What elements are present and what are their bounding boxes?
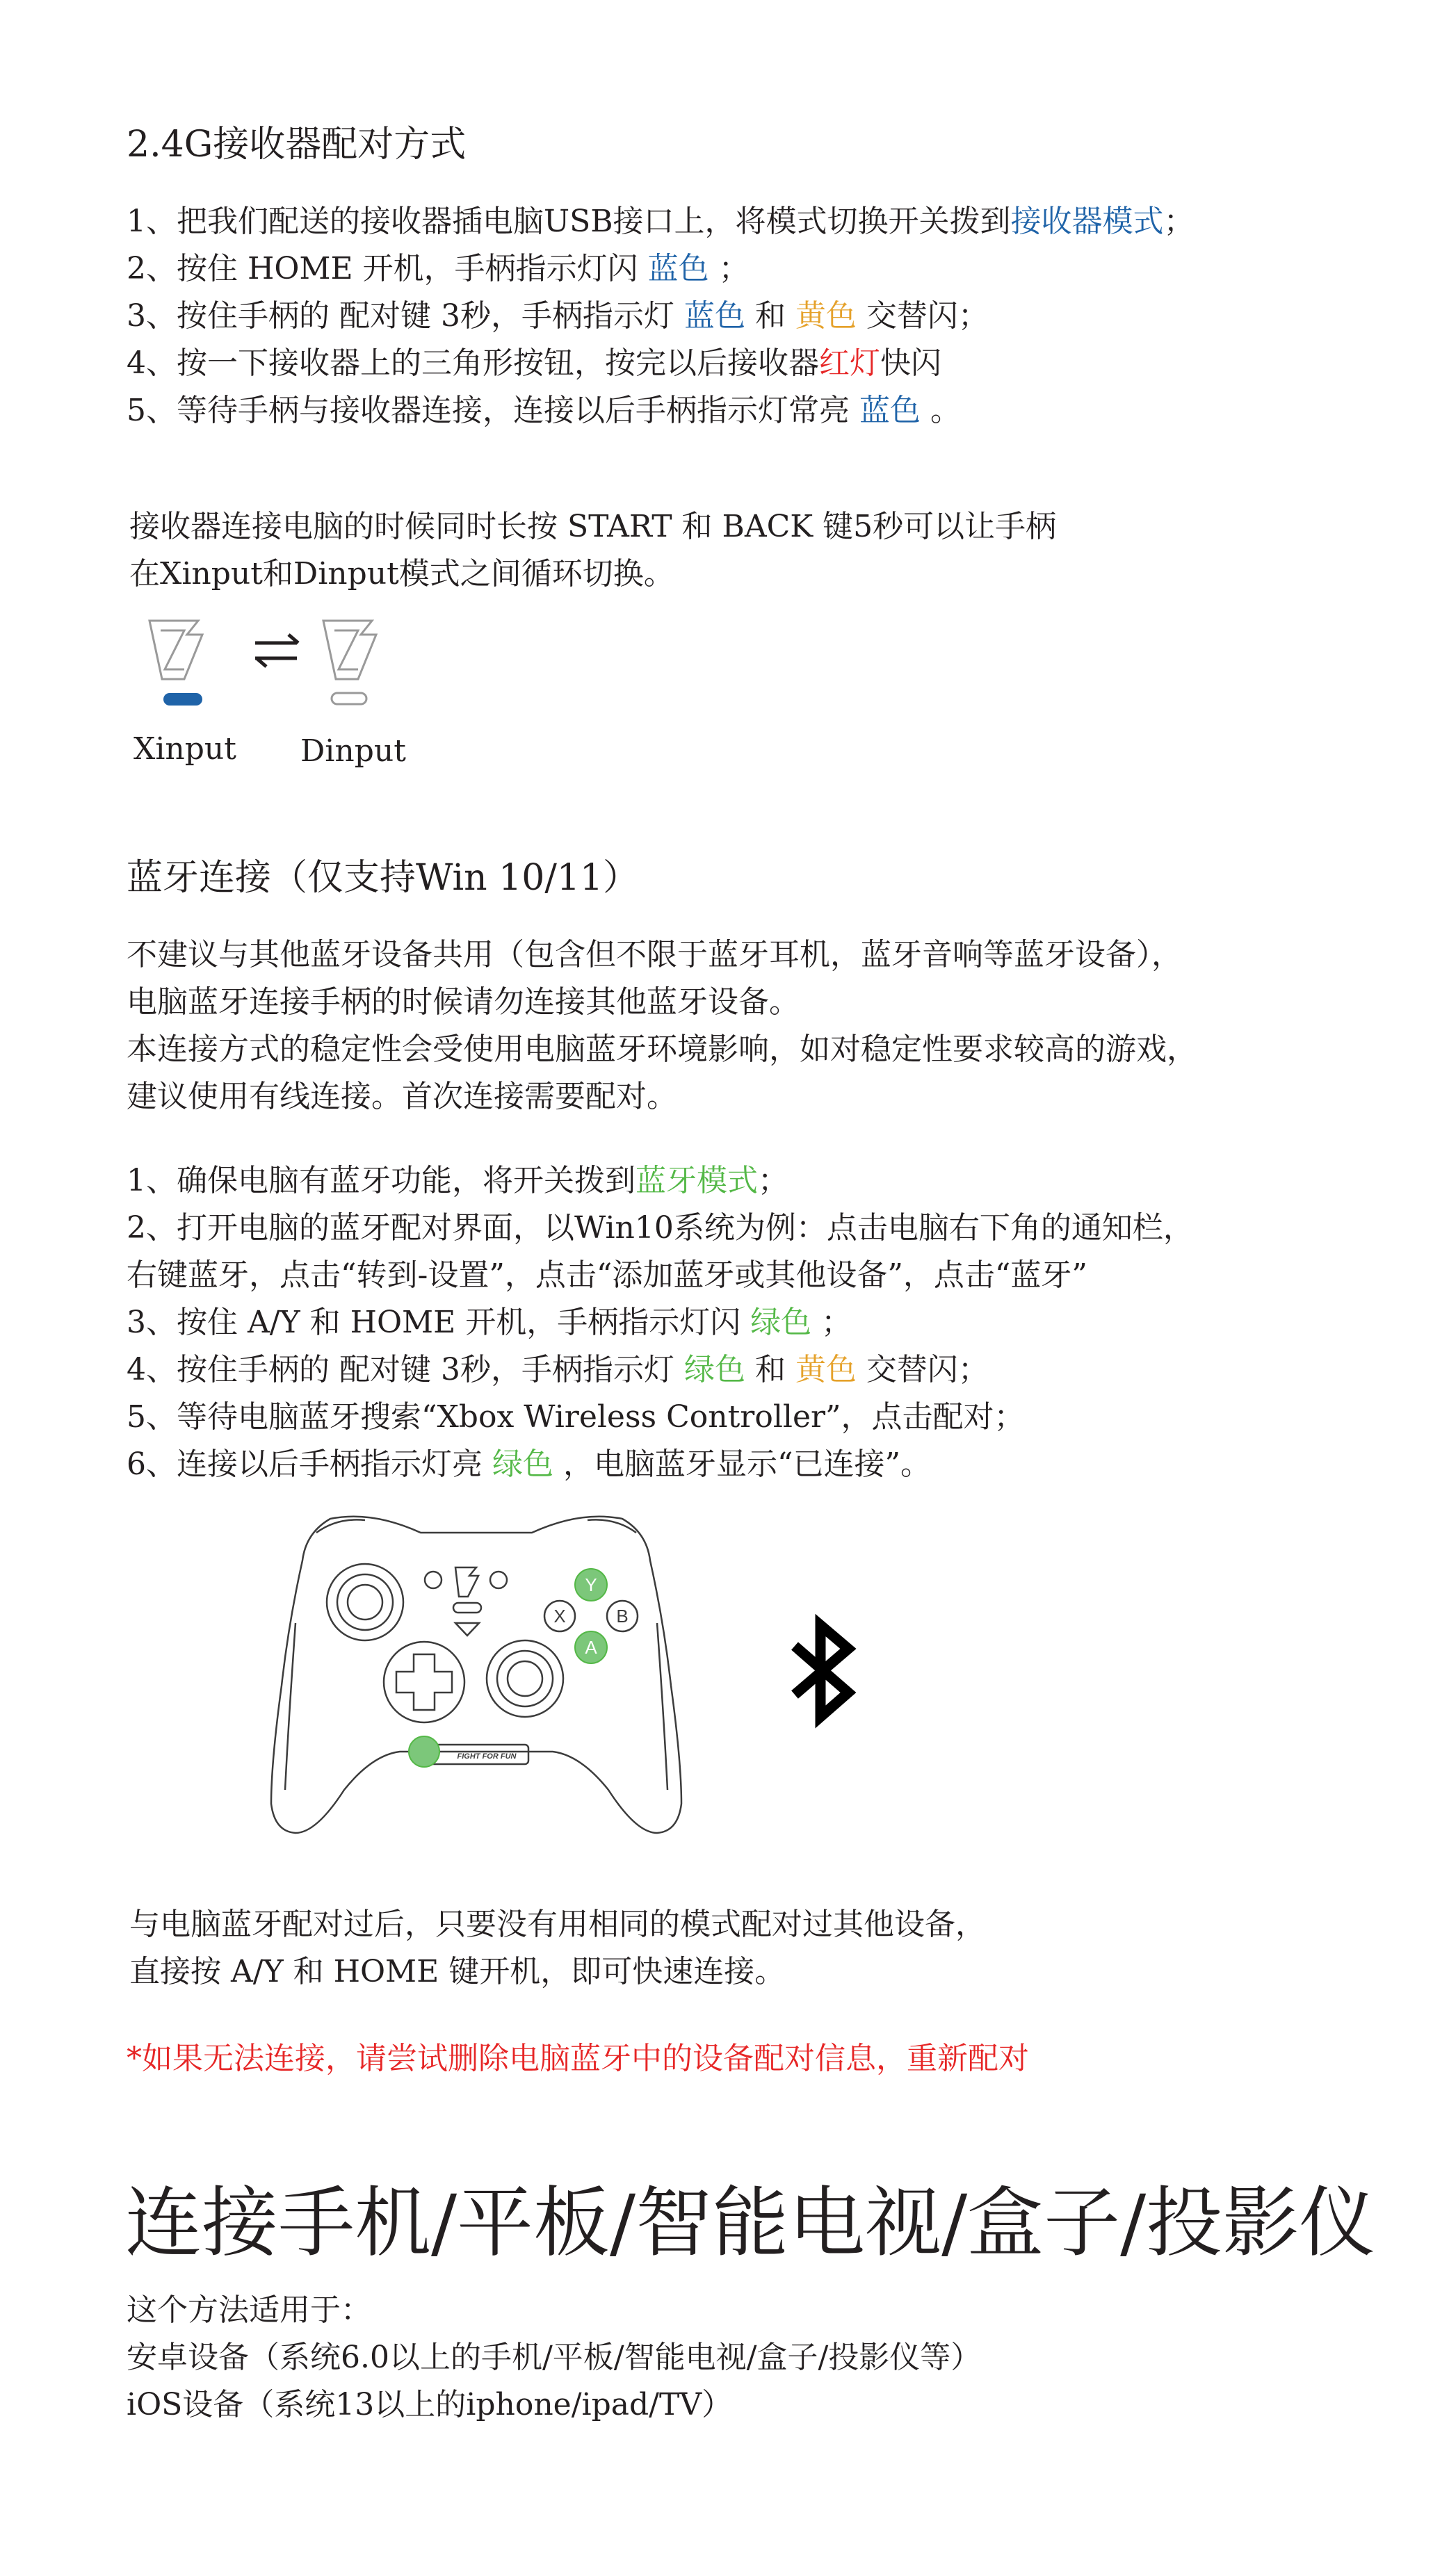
section-24g-steps: [127, 198, 1195, 434]
bt-steps: [127, 1157, 1194, 1488]
bluetooth-icon: [782, 1613, 873, 1731]
step-bt-1: 1、确保电脑有蓝牙功能，将开关拨到蓝牙模式；: [127, 1163, 788, 1198]
step-bt-2a: 2、打开电脑的蓝牙配对界面，以Win10系统为例：点击电脑右下角的通知栏，: [127, 1210, 1194, 1246]
switch-arrows-icon: [255, 635, 298, 667]
dinput-led: [332, 693, 366, 704]
mode-switch-illustration: [143, 615, 435, 719]
xinput-led: [163, 693, 202, 706]
step-24g-1: 1、把我们配送的接收器插电脑USB接口上，将模式切换开关拨到接收器模式；: [127, 204, 1195, 239]
step-bt-2b: 右键蓝牙，点击“转到-设置”，点击“添加蓝牙或其他设备”，点击“蓝牙”: [127, 1257, 1087, 1293]
step-bt-4: 4、按住手柄的 配对键 3秒，手柄指示灯 绿色 和 黄色 交替闪；: [127, 1352, 989, 1387]
section-bt-title: 蓝牙连接（仅支持Win 10/11）: [127, 857, 640, 899]
mode-switch-note: 接收器连接电脑的时候同时长按 START 和 BACK 键5秒可以让手柄 在Xinput和Dinput模式之间循环切换。: [129, 509, 1057, 592]
section-mobile-title: 连接手机/平板/智能电视/盒子/投影仪: [125, 2178, 1376, 2267]
y-label: Y: [585, 1574, 597, 1595]
mobile-applicable: 这个方法适用于： 安卓设备（系统6.0以上的手机/平板/智能电视/盒子/投影仪等） iOS设备（系统13以上的iphone/ipad/TV）: [127, 2292, 982, 2422]
section-24g-title: 2.4G接收器配对方式: [127, 124, 467, 165]
step-bt-6: 6、连接以后手柄指示灯亮 绿色 ，电脑蓝牙显示“已连接”。: [127, 1446, 931, 1482]
logo-icon: [149, 621, 202, 679]
a-label: A: [585, 1637, 597, 1658]
step-bt-5: 5、等待电脑蓝牙搜索“Xbox Wireless Controller”，点击配对；: [127, 1399, 1025, 1435]
bt-intro: 不建议与其他蓝牙设备共用（包含但不限于蓝牙耳机，蓝牙音响等蓝牙设备）， 电脑蓝牙连接手柄的时候请勿连接其他蓝牙设备。 本连接方式的稳定性会受使用电脑蓝牙环境影响，如对稳定性要求较高的游戏， 建议使用有线连接。首次连接需要配对。: [127, 937, 1197, 1114]
dinput-label: Dinput: [300, 733, 406, 769]
step-24g-5: 5、等待手柄与接收器连接，连接以后手柄指示灯常亮 蓝色 。: [127, 393, 961, 428]
x-label: X: [553, 1606, 566, 1627]
step-bt-3: 3、按住 A/Y 和 HOME 开机，手柄指示灯闪 绿色 ；: [127, 1305, 852, 1340]
step-24g-4: 4、按一下接收器上的三角形按钮，按完以后接收器红灯快闪: [127, 345, 941, 381]
gamepad-illustration: [247, 1512, 706, 1839]
step-24g-3: 3、按住手柄的 配对键 3秒，手柄指示灯 蓝色 和 黄色 交替闪；: [127, 298, 989, 334]
xinput-label: Xinput: [133, 731, 236, 767]
brand-label: FIGHT FOR FUN: [457, 1752, 517, 1761]
home-button: [409, 1736, 439, 1767]
bt-after-pairing: 与电脑蓝牙配对过后，只要没有用相同的模式配对过其他设备， 直接按 A/Y 和 HOME 键开机，即可快速连接。: [129, 1907, 986, 1989]
logo-icon: [323, 621, 376, 679]
b-label: B: [616, 1606, 629, 1627]
step-24g-2: 2、按住 HOME 开机，手柄指示灯闪 蓝色 ；: [127, 251, 750, 286]
bt-warning: *如果无法连接，请尝试删除电脑蓝牙中的设备配对信息，重新配对: [127, 2041, 1029, 2076]
